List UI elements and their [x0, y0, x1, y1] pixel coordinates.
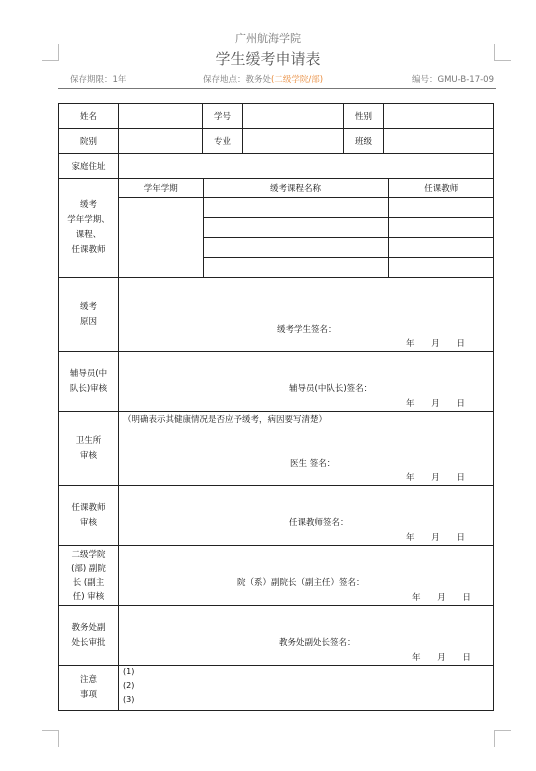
- retention-period: 保存期限：1年: [70, 75, 127, 85]
- counselor-date: 年 月 日: [406, 399, 465, 409]
- name-field[interactable]: [119, 104, 203, 129]
- form-title: 学生缓考申请表: [215, 50, 321, 68]
- clinic-label: 卫生所 审核: [59, 412, 119, 486]
- academic-affairs-field[interactable]: [119, 606, 493, 665]
- note-item-3: (3): [123, 695, 135, 704]
- clinic-field[interactable]: [119, 412, 493, 485]
- row-notes: [59, 666, 494, 711]
- form-code: 编号：GMU-B-17-09: [411, 75, 494, 85]
- major-label: 专业: [203, 129, 243, 154]
- class-field[interactable]: [384, 129, 494, 154]
- storage-location-prefix: 保存地点：教务处: [203, 75, 272, 85]
- counselor-label: 辅导员(中 队长)审核: [59, 352, 119, 412]
- course-field-3[interactable]: [203, 237, 388, 257]
- student-id-label: 学号: [203, 104, 243, 129]
- department-label: 院别: [59, 129, 119, 154]
- row-address: [59, 154, 494, 179]
- note-item-2: (2): [123, 681, 135, 690]
- row-deferred-exams: [59, 179, 494, 278]
- teacher-field-4[interactable]: [388, 257, 494, 277]
- teacher-field-1[interactable]: [388, 197, 494, 217]
- course-field-1[interactable]: [203, 197, 388, 217]
- row-basic-info-2: [59, 129, 494, 154]
- reason-signature: 缓考学生签名：: [277, 325, 337, 335]
- col-course-header: 缓考课程名称: [203, 179, 388, 197]
- college-review-signature: 院（系）副院长（副主任）签名：: [237, 578, 365, 588]
- deferred-exam-label: 缓考 学年学期、 课程、 任课教师: [59, 179, 119, 278]
- row-academic-affairs: [59, 606, 494, 666]
- note-item-1: (1): [123, 667, 135, 676]
- academic-affairs-signature: 教务处副处长签名：: [279, 638, 356, 648]
- college-review-field[interactable]: [119, 546, 493, 605]
- col-teacher-header: 任课教师: [388, 179, 494, 197]
- header-meta: [58, 73, 496, 87]
- address-field[interactable]: [119, 154, 494, 179]
- storage-location-highlight: (二级学院/部): [271, 75, 324, 85]
- academic-affairs-label: 教务处副 处长审批: [59, 606, 119, 666]
- application-form-table: [58, 103, 494, 711]
- notes-label: 注意 事项: [59, 666, 119, 711]
- major-field[interactable]: [243, 129, 344, 154]
- teacher-date: 年 月 日: [406, 533, 465, 543]
- crop-mark-bottom-right: [494, 730, 511, 747]
- term-field[interactable]: [119, 197, 203, 277]
- col-term-header: 学年学期: [119, 179, 203, 197]
- gender-label: 性别: [344, 104, 384, 129]
- storage-location: [203, 73, 323, 85]
- teacher-field-2[interactable]: [388, 217, 494, 237]
- row-reason: [59, 278, 494, 352]
- teacher-signature: 任课教师签名：: [289, 518, 349, 528]
- department-field[interactable]: [119, 129, 203, 154]
- teacher-review-label: 任课教师 审核: [59, 486, 119, 546]
- clinic-note: （明确表示其健康情况是否应予缓考，病因要写清楚）: [123, 415, 328, 425]
- notes-field[interactable]: [119, 666, 493, 710]
- academic-affairs-date: 年 月 日: [412, 653, 471, 663]
- name-label: 姓名: [59, 104, 119, 129]
- course-field-4[interactable]: [203, 257, 388, 277]
- deferred-exam-subtable: [119, 179, 494, 277]
- counselor-signature: 辅导员(中队长)签名：: [289, 384, 373, 394]
- row-college-review: [59, 546, 494, 606]
- reason-date: 年 月 日: [406, 339, 465, 349]
- class-label: 班级: [344, 129, 384, 154]
- teacher-review-field[interactable]: [119, 486, 493, 545]
- crop-mark-bottom-left: [42, 730, 59, 747]
- gender-field[interactable]: [384, 104, 494, 129]
- college-name: 广州航海学院: [235, 32, 301, 45]
- student-id-field[interactable]: [243, 104, 344, 129]
- row-counselor: [59, 352, 494, 412]
- row-teacher: [59, 486, 494, 546]
- teacher-field-3[interactable]: [388, 237, 494, 257]
- college-review-date: 年 月 日: [412, 593, 471, 603]
- clinic-date: 年 月 日: [406, 473, 465, 483]
- college-review-label: 二级学院 (部) 副院 长 (副主 任) 审核: [59, 546, 119, 606]
- row-basic-info-1: [59, 104, 494, 129]
- reason-field[interactable]: [119, 278, 493, 351]
- counselor-field[interactable]: [119, 352, 493, 411]
- address-label: 家庭住址: [59, 154, 119, 179]
- clinic-signature: 医生 签名：: [290, 459, 336, 469]
- row-clinic: [59, 412, 494, 486]
- reason-label: 缓考 原因: [59, 278, 119, 352]
- course-field-2[interactable]: [203, 217, 388, 237]
- header-rule: [58, 88, 496, 89]
